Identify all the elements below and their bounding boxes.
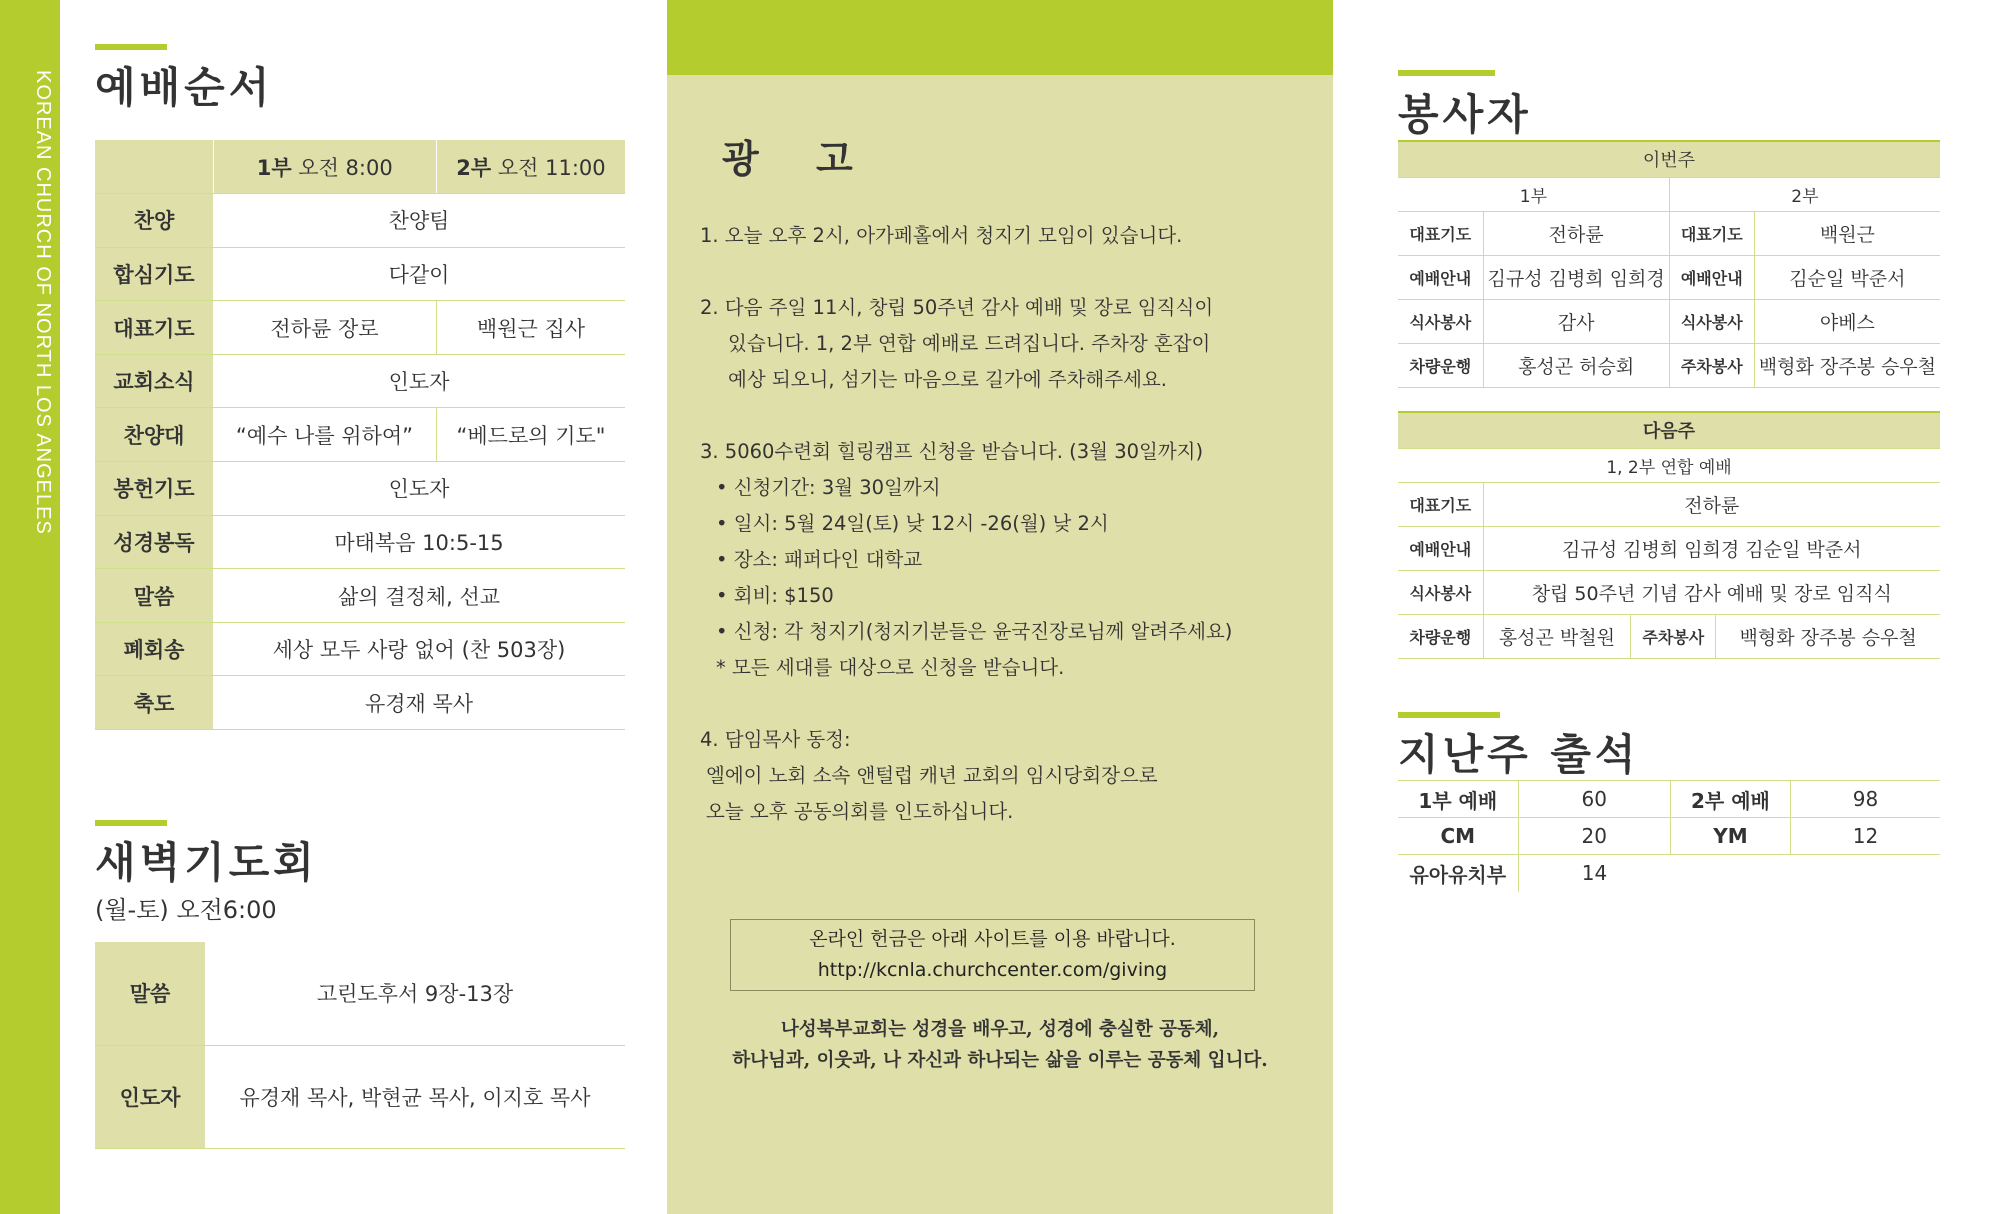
attendance-label: 2부 예배 [1670,781,1790,818]
role-value: 김순일 박준서 [1754,255,1940,299]
role-label: 주차봉사 [1631,614,1716,658]
row-value: 세상 모두 사랑 없어 (찬 503장) [213,622,625,676]
table-row [95,354,625,408]
role-label: 식사봉사 [1398,299,1483,343]
row-value: 유경재 목사, 박현균 목사, 이지호 목사 [205,1045,625,1148]
dawn-prayer-table [95,942,625,1149]
announcement-line: 엘에이 노회 소속 앤털럽 캐년 교회의 임시당회장으로 [706,764,1158,787]
order-of-service-table [95,140,625,730]
motto-line: 나성북부교회는 성경을 배우고, 성경에 충실한 공동체, [780,1019,1220,1040]
attendance-value: 12 [1790,818,1940,855]
row-value: 다같이 [213,247,625,301]
row-value: 고린도후서 9장-13장 [205,942,625,1045]
attendance-label: YM [1670,818,1790,855]
announcements-title: 광 고 [722,136,875,181]
church-motto [700,1014,1300,1076]
dawn-prayer-title: 새벽기도회 [95,838,318,887]
role-label: 예배안내 [1398,526,1483,570]
attendance-table [1398,780,1940,892]
header-service-1: 1부 오전 8:00 [213,140,436,194]
table-subheader [1398,177,1940,211]
church-name-vertical: KOREAN CHURCH OF NORTH LOS ANGELES [32,70,54,535]
row-label: 찬양 [95,194,213,248]
role-label: 차량운행 [1398,614,1483,658]
table-row [95,1045,625,1148]
table-subheader [1398,448,1940,482]
table-row [1398,818,1940,855]
accent-bar [95,820,167,826]
online-giving-link[interactable]: http://kcnla.churchcenter.com/giving [817,959,1168,981]
accent-bar [1398,70,1495,76]
row-label: 축도 [95,676,213,730]
announcement-line: 예상 되오니, 섬기는 마음으로 길가에 주차해주세요. [728,368,1167,391]
table-row [95,301,625,355]
row-label: 인도자 [95,1045,205,1148]
row-label: 말씀 [95,942,205,1045]
role-value: 홍성곤 허승회 [1483,343,1669,387]
online-giving-box [730,919,1255,991]
table-row [1398,343,1940,387]
announcement-bullet: • 신청기간: 3월 30일까지 [716,476,941,499]
row-value: 마태복음 10:5-15 [213,515,625,569]
announcement-bullet: • 회비: $150 [716,584,834,607]
table-row [1398,855,1940,892]
role-value: 백형화 장주봉 승우철 [1716,614,1940,658]
table-row [1398,482,1940,526]
table-row [95,515,625,569]
attendance-label: 유아유치부 [1409,862,1507,887]
header-service-2: 2부 오전 11:00 [436,140,625,194]
role-label: 주차봉사 [1669,343,1754,387]
dawn-schedule: (월-토) 오전6:00 [95,896,277,924]
table-row [1398,570,1940,614]
table-row [1398,614,1940,658]
table-row [1398,299,1940,343]
announcements-list [700,218,1320,830]
role-value: 김규성 김병희 임희경 [1483,255,1669,299]
table-header-row [95,140,625,194]
table-row [95,622,625,676]
attendance-title: 지난주 출석 [1398,730,1640,779]
row-label: 봉헌기도 [95,462,213,516]
role-value: 백형화 장주봉 승우철 [1754,343,1940,387]
attendance-value: 98 [1790,781,1940,818]
accent-bar [1398,712,1500,718]
band-label: 이번주 [1398,141,1940,177]
row-value: 인도자 [213,354,625,408]
row-value: 삶의 결정체, 선교 [213,569,625,623]
volunteers-title: 봉사자 [1398,90,1532,139]
row-label: 합심기도 [95,247,213,301]
announcement-bullet: • 일시: 5월 24일(토) 낮 12시 -26(월) 낮 2시 [716,512,1109,535]
announcement-line: 있습니다. 1, 2부 연합 예배로 드려집니다. 주차장 혼잡이 [728,332,1211,355]
role-value: 감사 [1483,299,1669,343]
announcement-line: 1. 오늘 오후 2시, 아가페홀에서 청지기 모임이 있습니다. [700,224,1183,247]
row-label: 성경봉독 [95,515,213,569]
role-label: 예배안내 [1398,255,1483,299]
band-label: 다음주 [1398,412,1940,448]
role-label: 식사봉사 [1398,570,1483,614]
row-label: 폐회송 [95,622,213,676]
row-label: 대표기도 [95,301,213,355]
col-header: 2부 [1669,177,1940,211]
table-row [1398,255,1940,299]
table-row [95,462,625,516]
role-value: 김규성 김병희 임희경 김순일 박준서 [1483,526,1940,570]
row-value: 인도자 [213,462,625,516]
online-giving-text: 온라인 헌금은 아래 사이트를 이용 바랍니다. [809,928,1176,950]
row-value: 찬양팀 [213,194,625,248]
role-value: 백원근 [1754,211,1940,255]
role-label: 예배안내 [1669,255,1754,299]
table-row [95,569,625,623]
motto-line: 하나님과, 이웃과, 나 자신과 하나되는 삶을 이루는 공동체 입니다. [732,1050,1268,1071]
row-label: 말씀 [95,569,213,623]
row-value-2: 백원근 집사 [436,301,625,355]
attendance-value: 20 [1518,818,1670,855]
volunteers-next-week-table [1398,411,1940,659]
table-row [1398,526,1940,570]
announcements-top-band [667,0,1333,75]
announcement-line: 2. 다음 주일 11시, 창립 50주년 감사 예배 및 장로 임직식이 [700,296,1214,319]
row-value-1: 전하륜 장로 [213,301,436,355]
table-band [1398,141,1940,177]
role-label: 차량운행 [1398,343,1483,387]
role-label: 대표기도 [1398,482,1483,526]
announcement-line: 4. 담임목사 동정: [700,728,851,751]
announcement-bullet: • 장소: 패퍼다인 대학교 [716,548,923,571]
announcement-bullet: • 신청: 각 청지기(청지기분들은 윤국진장로님께 알려주세요) [716,620,1233,643]
volunteers-this-week-table [1398,140,1940,388]
col-header: 1부 [1398,177,1669,211]
attendance-value: 60 [1518,781,1670,818]
accent-bar [95,44,167,50]
role-value: 전하륜 [1483,211,1669,255]
role-value: 창립 50주년 기념 감사 예배 및 장로 임직식 [1483,570,1940,614]
col-header: 1, 2부 연합 예배 [1398,448,1940,482]
role-label: 대표기도 [1669,211,1754,255]
announcement-note: * 모든 세대를 대상으로 신청을 받습니다. [716,656,1065,679]
announcement-line: 오늘 오후 공동의회를 인도하십니다. [706,800,1014,823]
role-value: 야베스 [1754,299,1940,343]
attendance-label: CM [1398,818,1518,855]
table-row [95,942,625,1045]
row-value-1: “예수 나를 위하여” [213,408,436,462]
table-row [1398,211,1940,255]
table-row [1398,781,1940,818]
announcement-line: 3. 5060수련회 힐링캠프 신청을 받습니다. (3월 30일까지) [700,440,1204,463]
table-row [95,408,625,462]
table-row [95,247,625,301]
row-label: 교회소식 [95,354,213,408]
role-value: 홍성곤 박철원 [1483,614,1631,658]
order-title: 예배순서 [95,63,274,112]
attendance-label: 1부 예배 [1398,781,1518,818]
table-band [1398,412,1940,448]
row-label: 찬양대 [95,408,213,462]
table-row [95,194,625,248]
role-label: 대표기도 [1398,211,1483,255]
role-label: 식사봉사 [1669,299,1754,343]
row-value-2: “베드로의 기도" [436,408,625,462]
row-value: 유경재 목사 [213,676,625,730]
role-value: 전하륜 [1483,482,1940,526]
attendance-value: 14 [1518,855,1670,892]
header-blank [95,140,213,194]
table-row [95,676,625,730]
